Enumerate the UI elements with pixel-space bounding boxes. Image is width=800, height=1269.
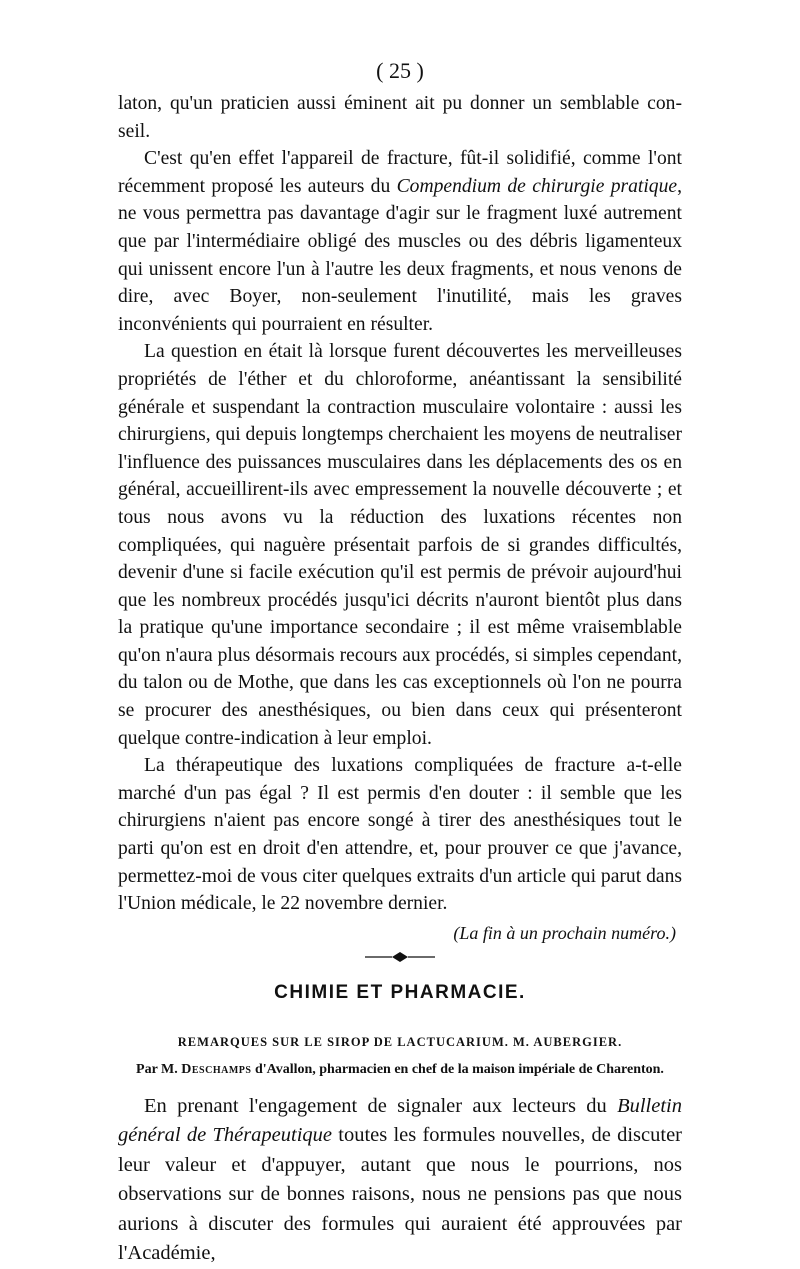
paragraph-4: La thérapeutique des luxations compliquées de fracture a-t-elle marché d'un pas égal ? Il est permis d'en douter : il semble que les chirurgiens n'aient pas encore songé à tirer des anesthésiques tout le parti qu'on est en droit d'en attendre, et, pour prouver ce que j'avance, permettez-moi de vous citer quelques extraits d'un article qui parut dans l'Union médicale, le 22 novembre dernier. bbox=[118, 755, 682, 915]
paragraph-1: laton, qu'un praticien aussi éminent ait pu donner un semblable con-seil. bbox=[118, 93, 682, 142]
byline-author: Deschamps bbox=[181, 1061, 252, 1077]
ornament-divider bbox=[118, 950, 682, 970]
paragraph-3: La question en était là lorsque furent découvertes les merveilleuses propriétés de l'éther et du chloroforme, anéantissant la sensibilité générale et suspendant la contraction musculaire volontaire : aussi les chirurgiens, qui depuis longtemps cherchaient les moyens de neutraliser l'influence des puissances musculaires dans les déplacements des os en général, accueillirent-ils avec empressement la nouvelle découverte ; et tous nous avons vu la réduction des luxations récentes non compliquées, qui naguère présentait parfois de si grandes difficultés, devenir d'une si facile exécution qu'il est permis de prévoir aujourd'hui que les nombreux procédés jusqu'ici décrits n'auront bientôt plus dans la pratique qu'une importance secondaire ; il est même vraisemblable qu'on n'aura plus désormais recours aux procédés, si simples cependant, du talon ou de Mothe, que dans les cas exceptionnels où l'on ne pourra se procurer des anesthésiques, ou bien dans ceux qui présenteront quelque contre-indication à leur emploi. bbox=[118, 341, 682, 749]
paragraph-2 bbox=[118, 145, 682, 338]
article-body bbox=[118, 1092, 682, 1269]
paragraph-2-text-a: C'est qu'en effet l'appareil de fracture, fût-il solidifié, comme l'ont récemment proposé les auteurs du bbox=[118, 148, 682, 197]
byline-prefix: Par M. bbox=[136, 1061, 182, 1077]
ornament-icon bbox=[365, 951, 435, 963]
section-title: CHIMIE ET PHARMACIE. bbox=[274, 981, 526, 1003]
byline-detail: d'Avallon, pharmacien en chef de la maison impériale de Charenton. bbox=[251, 1061, 664, 1077]
article-byline bbox=[118, 1060, 682, 1080]
continuation-note: (La fin à un prochain numéro.) bbox=[453, 922, 676, 943]
paragraph-2-text-b: , ne vous permettra pas davantage d'agir sur le fragment luxé autrement que par l'intermédiaire obligé des muscles ou des débris ligamenteux qui unissent encore l'un à l'autre les deux fragments, et nous venons de dire, avec Boyer, non-seulement l'inutilité, mais les graves inconvénients qui pourraient en résulter. bbox=[118, 175, 683, 335]
final-paragraph-text-a: En prenant l'engagement de signaler aux lecteurs du bbox=[144, 1094, 618, 1117]
article-subtitle: REMARQUES SUR LE SIROP DE LACTUCARIUM. M. AUBERGIER. bbox=[177, 1034, 623, 1049]
final-paragraph-text-b: toutes les formules nouvelles, de discuter leur valeur et d'appuyer, autant que nous le pourrions, nos observations sur de bonnes raisons, nous ne pensions pas que nous aurions à discuter des formules qui auraient été approuvées par l'Académie, bbox=[118, 1124, 682, 1265]
page-number: ( 25 ) bbox=[376, 58, 424, 83]
final-paragraph bbox=[118, 1092, 682, 1269]
compendium-title: Compendium de chirurgie pratique bbox=[396, 175, 678, 197]
bulletin-title: Bulletin général de Thérapeutique bbox=[118, 1094, 682, 1147]
